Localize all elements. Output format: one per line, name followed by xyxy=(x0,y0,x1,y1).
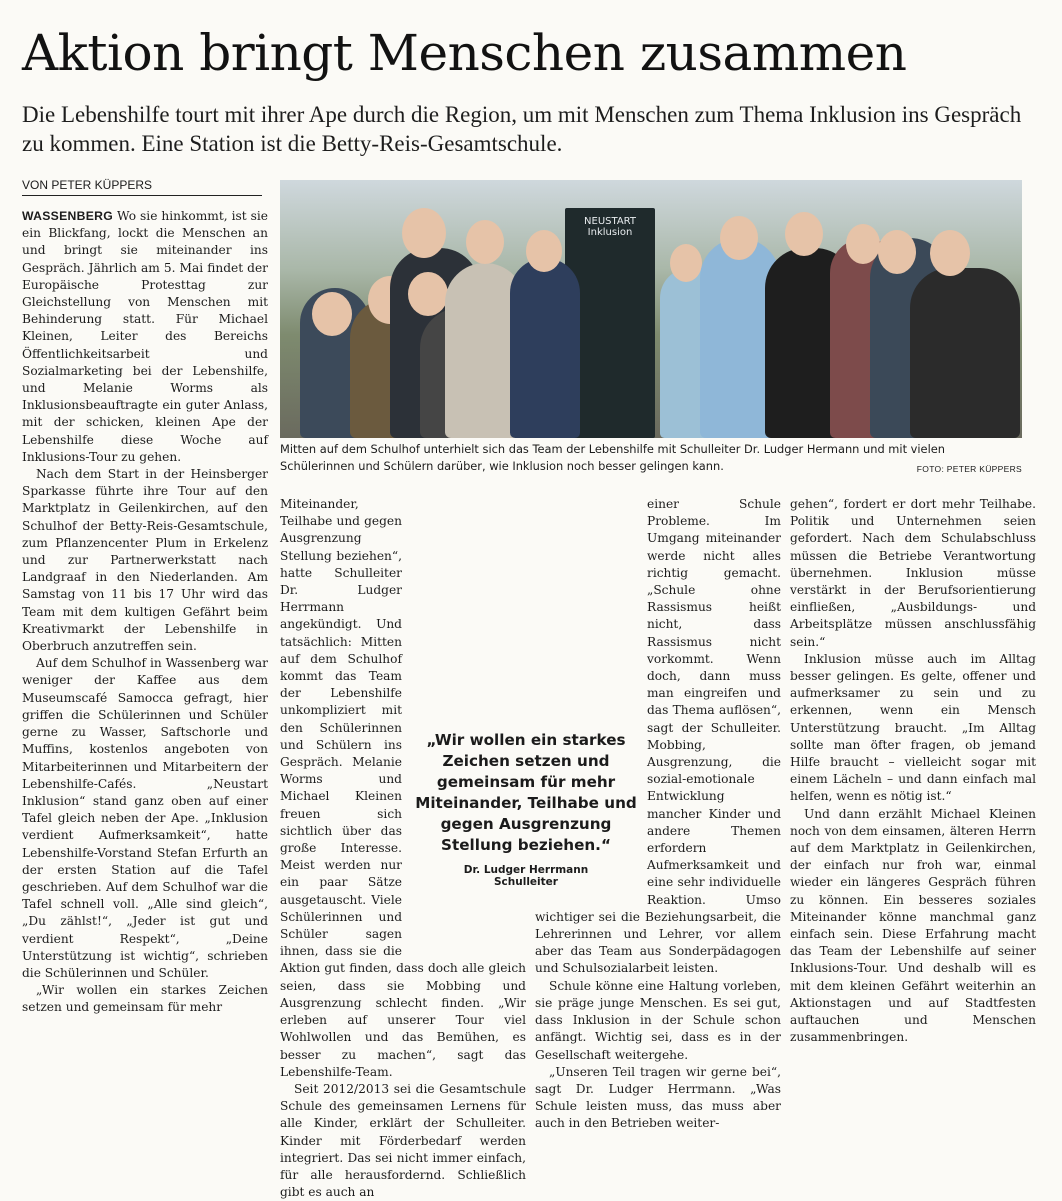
person-head xyxy=(466,220,504,264)
paragraph: Seit 2012/2013 sei die Gesamtschule Schule des gemeinsamen Lernens für alle Kinder, erklärt der Schulleiter. Kinder mit Förderbedarf werden integriert. Das sei nicht immer einfach, für alle herausfordernd. Schließlich gibt es auch an xyxy=(280,1081,526,1200)
byline: VON PETER KÜPPERS xyxy=(22,178,262,196)
person-figure xyxy=(510,258,580,438)
paragraph: Schule könne eine Haltung vorleben, sie präge junge Menschen. Es sei gut, dass Inklusion in der Schule schon anfängt. Wichtig sei, dass es in der Gesellschaft weitergehe. xyxy=(535,978,781,1062)
person-head xyxy=(785,212,823,256)
paragraph: Und dann erzählt Michael Kleinen noch von dem einsamen, älteren Herrn auf dem Marktplatz in Geilenkirchen, der einfach nur froh war, einmal wieder ein längeres Gespräch führen zu können. Ein besseres soziales Miteinander könne manchmal ganz einfach sein. Diese Erfahrung macht das Team der Lebenshilfe auf seiner Inklusions-Tour. Und deshalb will es mit dem kleinen Gefährt weiterhin an Aktionstagen und auf Stadtfesten auftauchen und Menschen zusammenbringen. xyxy=(790,806,1036,1045)
person-head xyxy=(930,230,970,276)
paragraph-text: Wo sie hinkommt, ist sie ein Blickfang, lockt die Menschen an und bringt sie miteinander ins Gespräch. Jährlich am 5. Mai findet der Europäische Protesttag zur Gleichstellung von Menschen mit Behinderung statt. Für Michael Kleinen, Leiter des Bereichs Öffentlichkeitsarbeit und Sozialmarketing bei der Lebenshilfe, und Melanie Worms als Inklusionsbeauftragte ein guter Anlass, mit der schicken, kleinen Ape der Lebenshilfe diese Woche auf Inklusions-Tour zu gehen. xyxy=(22,209,268,464)
article-column-4 xyxy=(790,496,1036,1047)
pull-quote-text: „Wir wollen ein starkes Zeichen setzen und gemeinsam für mehr Miteinander, Teilhabe und gegen Ausgrenzung Stellung beziehen.“ xyxy=(415,731,637,854)
paragraph: einer Schule Probleme. Im Umgang miteinander werde nicht alles richtig gemacht. „Schule ohne Rassismus heißt nicht, dass Rassismus nicht vorkommt. Wenn doch, dann muss man eingreifen und das Thema auflösen“, sagt der Schulleiter. Mobbing, Ausgrenzung, die sozial-emotionale Entwicklung mancher Kinder und andere Themen erfordern Aufmerksamkeit und eine sehr individuelle Reaktion. Umso wichtiger sei die Beziehungsarbeit, die Lehrerinnen und Lehrer, vor allem aber das Team aus Sonderpädagogen und Schulsozialarbeit leisten. xyxy=(535,497,781,976)
photo-credit: FOTO: PETER KÜPPERS xyxy=(916,464,1022,474)
article-column-1 xyxy=(22,208,268,1017)
paragraph: „Wir wollen ein starkes Zeichen setzen und gemeinsam für mehr xyxy=(22,983,268,1015)
paragraph xyxy=(22,208,268,466)
person-head xyxy=(720,216,758,260)
subheadline: Die Lebenshilfe tourt mit ihrer Ape durch die Region, um mit Menschen zum Thema Inklusion ins Gespräch zu kommen. Eine Station ist die Betty-Reis-Gesamtschule. xyxy=(22,102,1022,156)
paragraph: Auf dem Schulhof in Wassenberg war weniger der Kaffee aus dem Museumscafé Samocca gefragt, hier griffen die Schülerinnen und Schüler gerne zu Wasser, Saftschorle und Muffins, kostenlos angeboten von Mitarbeiterinnen und Mitarbeitern der Lebenshilfe-Cafés. „Neustart Inklusion“ stand ganz oben auf einer Tafel gleich neben der Ape. „Inklusion verdient Aufmerksamkeit“, hatte Lebenshilfe-Vorstand Stefan Erfurth an der ersten Station auf die Tafel geschrieben. Auf dem Schulhof war die Tafel schnell voll. „Alle sind gleich“, „Du zählst!“, „Jeder ist gut und verdient Respekt“, „Deine Unterstützung ist wichtig“, schrieben die Schülerinnen und Schüler. xyxy=(22,656,268,980)
chalkboard-text: NEUSTART Inklusion xyxy=(584,216,636,238)
photo-caption: Mitten auf dem Schulhof unterhielt sich das Team der Lebenshilfe mit Schulleiter Dr. Ludger Hermann und mit vielen Schülerinnen und Schülern darüber, wie Inklusion noch besser gelingen kann. xyxy=(280,442,945,473)
person-head xyxy=(402,208,446,258)
pull-quote-author: Dr. Ludger Herrmann xyxy=(463,864,589,876)
pull-quote xyxy=(406,730,646,888)
dateline: WASSENBERG xyxy=(22,209,114,223)
paragraph: Nach dem Start in der Heinsberger Sparkasse führte ihre Tour auf den Marktplatz in Geilenkirchen, auf den Schulhof der Betty-Reis-Gesamtschule, zum Pflanzencenter Plum in Erkelenz und zur Partnerwerkstatt nach Landgraaf in den Niederlanden. Am Samstag von 11 bis 17 Uhr wird das Team mit dem kultigen Gefährt beim Kreativmarkt der Lebenshilfe in Oberbruch anzutreffen sein. xyxy=(22,467,268,654)
paragraph: „Unseren Teil tragen wir gerne bei“, sagt Dr. Ludger Herrmann. „Was Schule leisten muss, das muss aber auch in den Betrieben weiter- xyxy=(535,1064,781,1131)
pull-quote-role: Schulleiter xyxy=(494,876,558,888)
paragraph: Inklusion müsse auch im Alltag besser gelingen. Es gelte, offener und aufmerksamer zu sein und zu erkennen, wenn ein Mensch Unterstützung braucht. „Im Alltag sollte man öfter fragen, ob jemand Hilfe braucht – vielleicht sogar mit einem Lächeln – und dann einfach mal helfen, wenn es nötig ist.“ xyxy=(790,651,1036,804)
person-head xyxy=(526,230,562,272)
person-head xyxy=(878,230,916,274)
person-figure xyxy=(910,268,1020,438)
person-head xyxy=(312,292,352,336)
headline: Aktion bringt Menschen zusammen xyxy=(22,24,907,82)
person-head xyxy=(670,244,702,282)
paragraph: Miteinander, Teilhabe und gegen Ausgrenzung Stellung beziehen“, hatte Schulleiter Dr. Ludger Herrmann angekündigt. Und tatsächlich: Mitten auf dem Schulhof kommt das Team der Lebenshilfe unkompliziert mit den Schülerinnen und Schülern ins Gespräch. Melanie Worms und Michael Kleinen freuen sich sichtlich über das große Interesse. Meist werden nur ein paar Sätze ausgetauscht. Viele Schülerinnen und Schüler sagen ihnen, dass sie die Aktion gut finden, dass doch alle gleich seien, dass sie Mobbing und Ausgrenzung schlecht finden. „Wir erleben auf unserer Tour viel Wohlwollen und das Bemühen, es besser zu machen“, sagt das Lebenshilfe-Team. xyxy=(280,497,526,1079)
person-head xyxy=(408,272,448,316)
article-photo xyxy=(280,180,1022,438)
paragraph: gehen“, fordert er dort mehr Teilhabe. Politik und Unternehmen seien gefordert. Nach dem Schulabschluss müssen die Betriebe Verantwortung übernehmen. Inklusion müsse verstärkt in der Berufsorientierung einfließen, „Ausbildungs- und Arbeitsplätze müssen anschlussfähig sein.“ xyxy=(790,497,1036,649)
